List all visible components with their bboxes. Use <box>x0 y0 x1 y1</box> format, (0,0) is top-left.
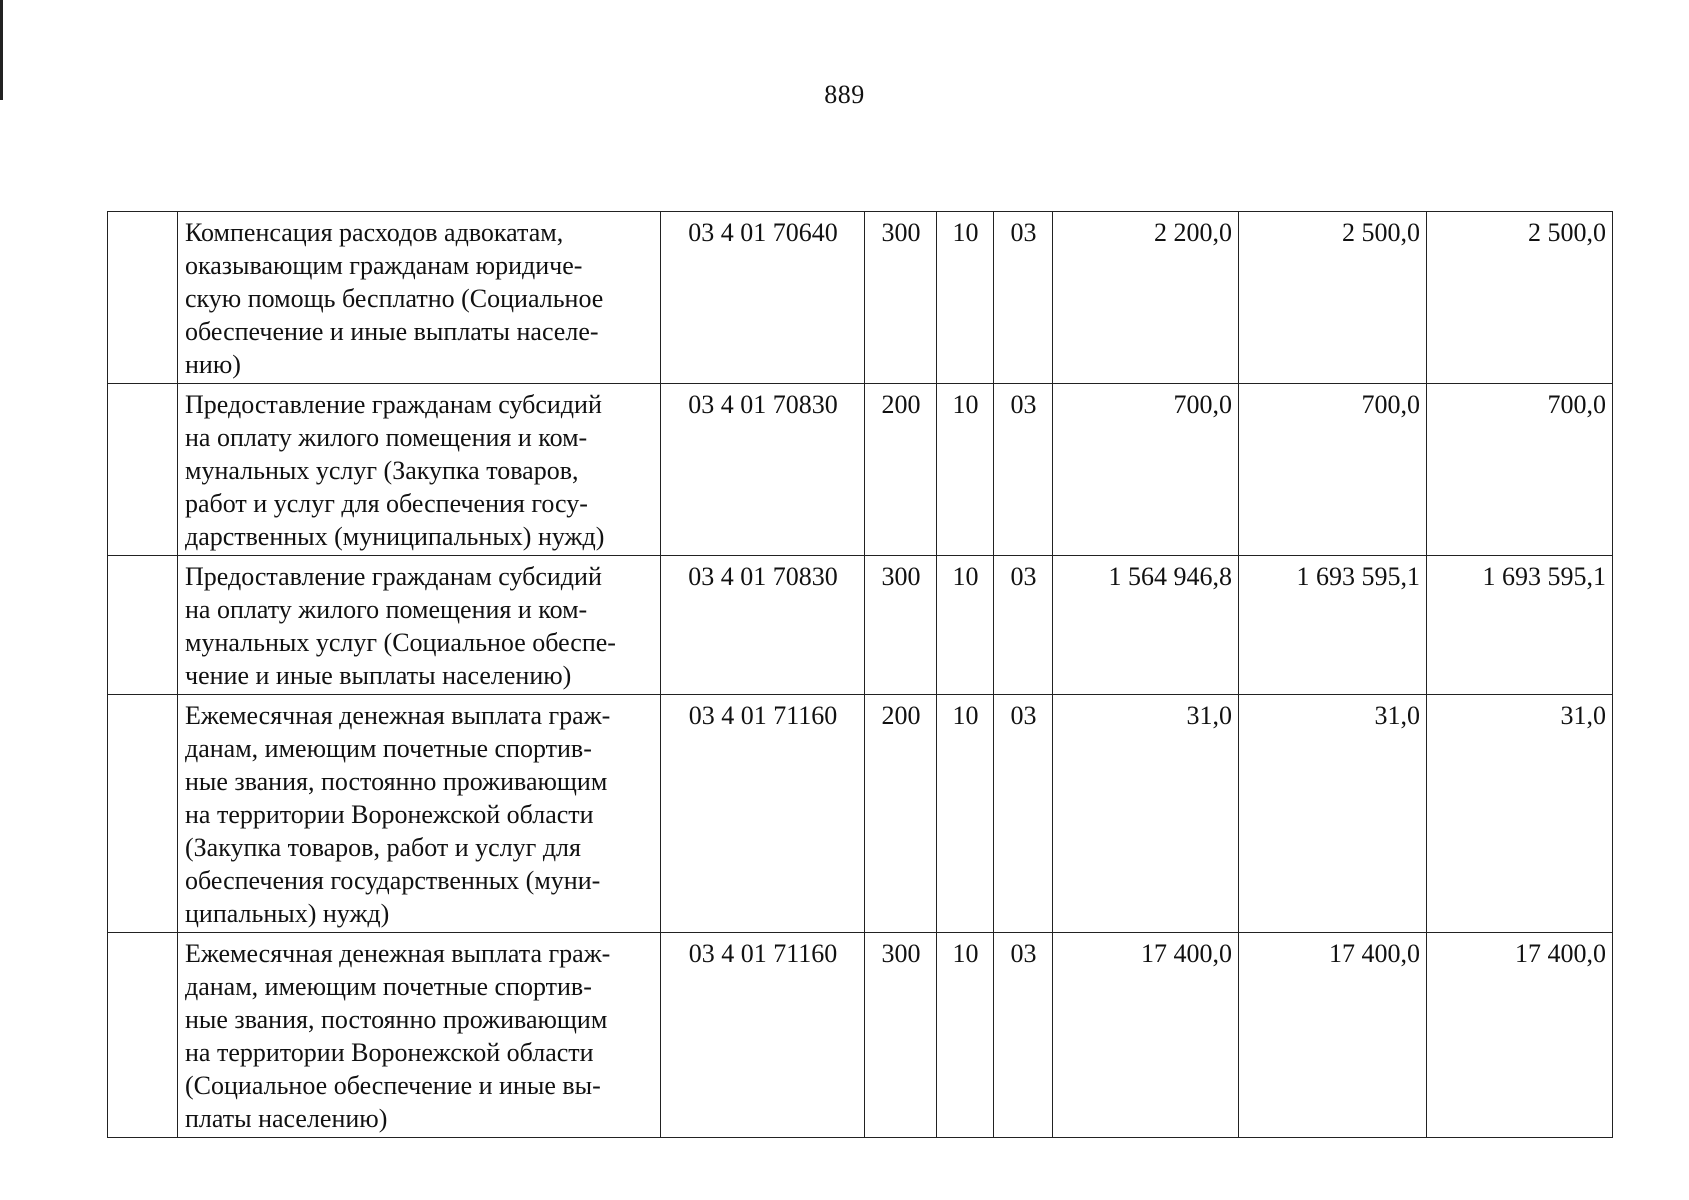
budget-table-body <box>108 212 1613 1138</box>
budget-table <box>107 211 1613 1138</box>
section-cell: 10 <box>937 695 994 933</box>
row-number-cell <box>108 556 178 695</box>
row-number-cell <box>108 695 178 933</box>
item-name-line: данам, имеющим почетные спортив- <box>185 734 592 763</box>
target-article-code-cell: 03 4 01 70640 <box>661 212 865 384</box>
item-name-line: чение и иные выплаты населению) <box>185 661 572 690</box>
item-name-line: данам, имеющим почетные спортив- <box>185 972 592 1001</box>
subsection-cell: 03 <box>994 384 1053 556</box>
item-name-line: на территории Воронежской области <box>185 1038 594 1067</box>
amount-year1-cell: 31,0 <box>1053 695 1239 933</box>
amount-year1-cell: 2 200,0 <box>1053 212 1239 384</box>
item-name-cell <box>178 695 661 933</box>
row-number-cell <box>108 933 178 1138</box>
expense-type-cell: 300 <box>865 556 937 695</box>
section-cell: 10 <box>937 933 994 1138</box>
section-cell: 10 <box>937 212 994 384</box>
item-name-line: на оплату жилого помещения и ком- <box>185 595 588 624</box>
amount-year1-cell: 700,0 <box>1053 384 1239 556</box>
item-name-line: Предоставление гражданам субсидий <box>185 390 602 419</box>
amount-year3-cell: 31,0 <box>1427 695 1613 933</box>
item-name-line: на территории Воронежской области <box>185 800 594 829</box>
subsection-cell: 03 <box>994 556 1053 695</box>
item-name-line: (Социальное обеспечение и иные вы- <box>185 1071 601 1100</box>
row-number-cell <box>108 384 178 556</box>
amount-year1-cell: 17 400,0 <box>1053 933 1239 1138</box>
item-name-line: нию) <box>185 350 241 379</box>
target-article-code-cell: 03 4 01 71160 <box>661 695 865 933</box>
item-name-line: мунальных услуг (Закупка товаров, <box>185 456 579 485</box>
item-name-line: на оплату жилого помещения и ком- <box>185 423 588 452</box>
item-name-cell <box>178 212 661 384</box>
expense-type-cell: 300 <box>865 212 937 384</box>
item-name-line: Ежемесячная денежная выплата граж- <box>185 939 611 968</box>
item-name-line: скую помощь бесплатно (Социальное <box>185 284 604 313</box>
item-name-line: мунальных услуг (Социальное обеспе- <box>185 628 616 657</box>
expense-type-cell: 200 <box>865 695 937 933</box>
target-article-code-cell: 03 4 01 71160 <box>661 933 865 1138</box>
amount-year2-cell: 700,0 <box>1239 384 1427 556</box>
table-row <box>108 212 1613 384</box>
item-name-line: ные звания, постоянно проживающим <box>185 767 608 796</box>
item-name-cell <box>178 933 661 1138</box>
amount-year2-cell: 1 693 595,1 <box>1239 556 1427 695</box>
item-name-line: ные звания, постоянно проживающим <box>185 1005 608 1034</box>
amount-year2-cell: 2 500,0 <box>1239 212 1427 384</box>
table-row <box>108 933 1613 1138</box>
section-cell: 10 <box>937 556 994 695</box>
amount-year3-cell: 700,0 <box>1427 384 1613 556</box>
subsection-cell: 03 <box>994 212 1053 384</box>
item-name-line: Предоставление гражданам субсидий <box>185 562 602 591</box>
item-name-line: обеспечение и иные выплаты населе- <box>185 317 599 346</box>
target-article-code-cell: 03 4 01 70830 <box>661 384 865 556</box>
amount-year3-cell: 17 400,0 <box>1427 933 1613 1138</box>
item-name-line: обеспечения государственных (муни- <box>185 866 601 895</box>
item-name-line: работ и услуг для обеспечения госу- <box>185 489 588 518</box>
section-cell: 10 <box>937 384 994 556</box>
table-row <box>108 384 1613 556</box>
table-row <box>108 695 1613 933</box>
target-article-code-cell: 03 4 01 70830 <box>661 556 865 695</box>
amount-year3-cell: 2 500,0 <box>1427 212 1613 384</box>
amount-year3-cell: 1 693 595,1 <box>1427 556 1613 695</box>
item-name-line: ципальных) нужд) <box>185 899 390 928</box>
item-name-line: Ежемесячная денежная выплата граж- <box>185 701 611 730</box>
amount-year1-cell: 1 564 946,8 <box>1053 556 1239 695</box>
expense-type-cell: 300 <box>865 933 937 1138</box>
page-number: 889 <box>824 80 865 109</box>
table-row <box>108 556 1613 695</box>
item-name-line: оказывающим гражданам юридиче- <box>185 251 583 280</box>
subsection-cell: 03 <box>994 933 1053 1138</box>
expense-type-cell: 200 <box>865 384 937 556</box>
item-name-cell <box>178 556 661 695</box>
item-name-line: дарственных (муниципальных) нужд) <box>185 522 605 551</box>
row-number-cell <box>108 212 178 384</box>
item-name-line: Компенсация расходов адвокатам, <box>185 218 564 247</box>
item-name-cell <box>178 384 661 556</box>
item-name-line: платы населению) <box>185 1104 388 1133</box>
amount-year2-cell: 31,0 <box>1239 695 1427 933</box>
subsection-cell: 03 <box>994 695 1053 933</box>
item-name-line: (Закупка товаров, работ и услуг для <box>185 833 581 862</box>
amount-year2-cell: 17 400,0 <box>1239 933 1427 1138</box>
